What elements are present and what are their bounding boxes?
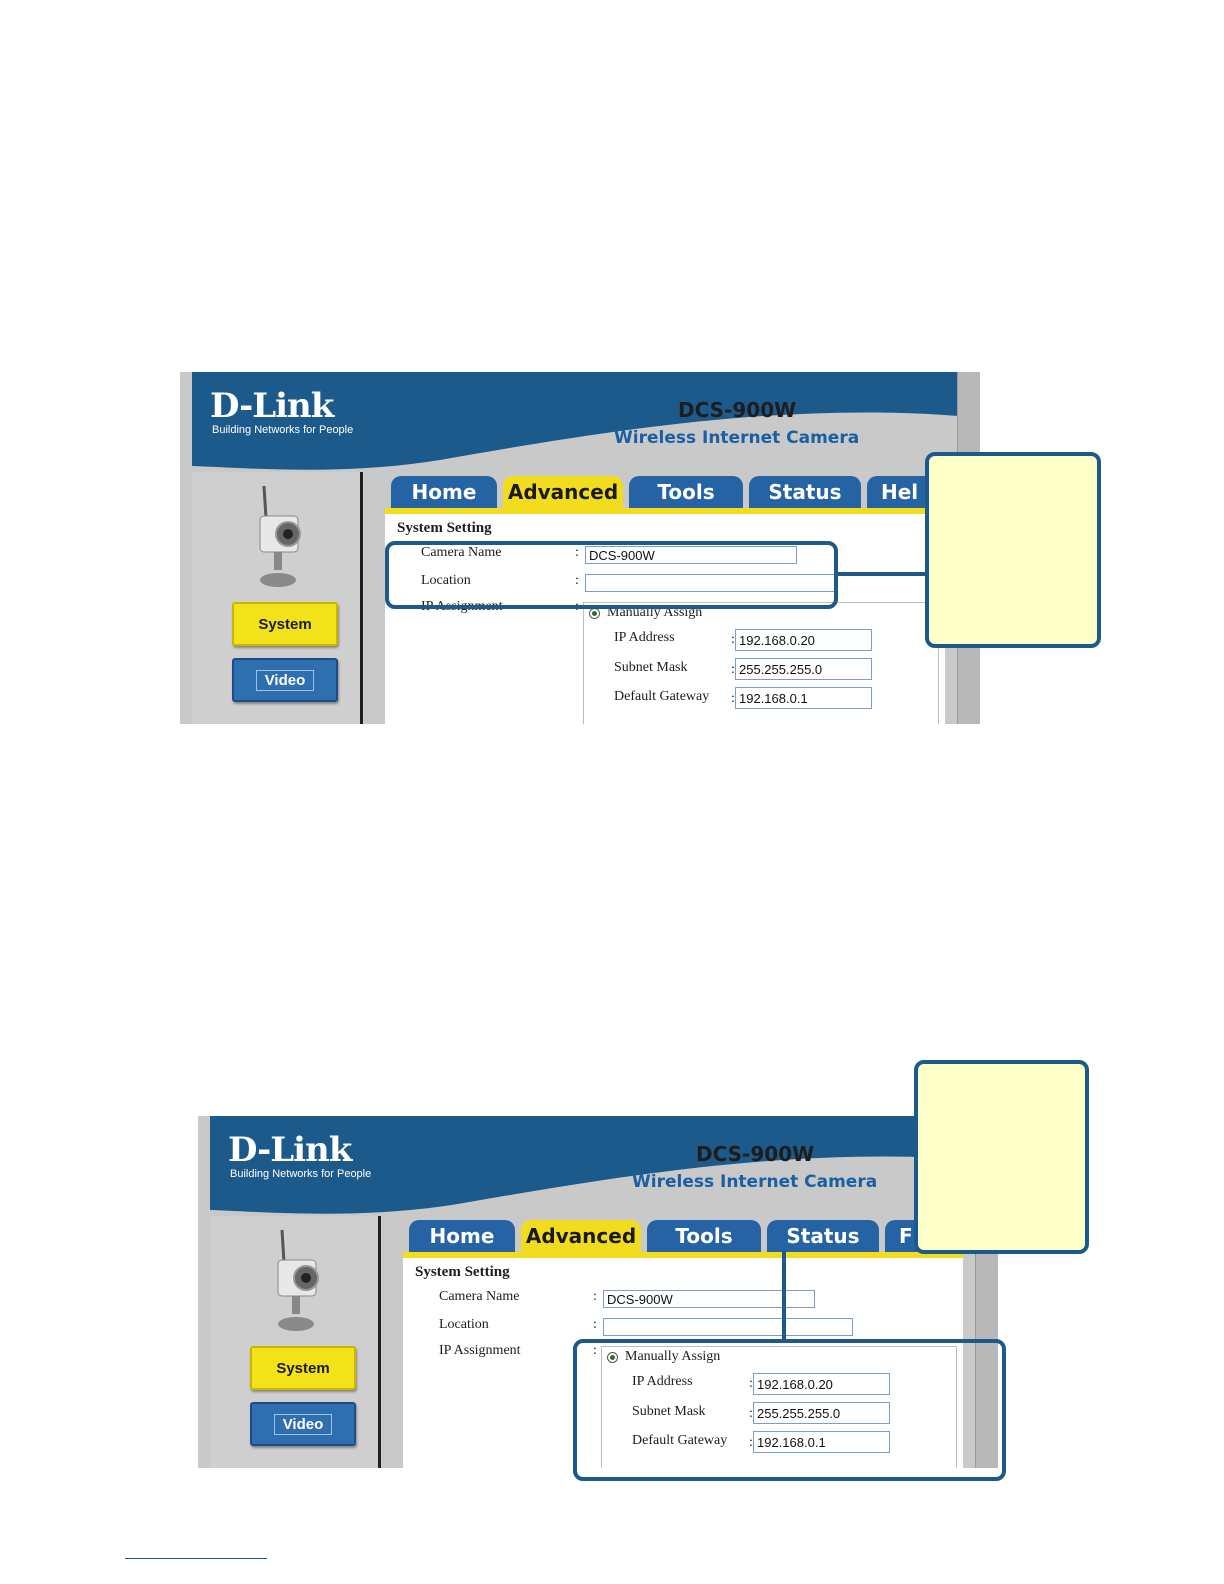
callout-note-box bbox=[925, 452, 1101, 648]
sidebar-divider bbox=[378, 1216, 381, 1468]
colon: : bbox=[593, 1289, 597, 1304]
ip-address-label: IP Address bbox=[632, 1374, 693, 1389]
tab-status[interactable]: Status bbox=[749, 476, 861, 508]
header-banner bbox=[180, 372, 980, 482]
camera-name-input[interactable]: DCS-900W bbox=[603, 1290, 815, 1308]
tab-help[interactable]: Hel bbox=[867, 476, 945, 508]
sidebar-divider bbox=[360, 472, 363, 724]
callout-connector bbox=[836, 572, 928, 576]
video-button[interactable] bbox=[232, 658, 338, 702]
video-button-label: Video bbox=[274, 1414, 333, 1435]
dlink-logo: D-Link bbox=[228, 1130, 352, 1170]
ip-camera-icon bbox=[254, 484, 310, 596]
footer-rule bbox=[125, 1558, 267, 1559]
product-name: Wireless Internet Camera bbox=[632, 1172, 878, 1192]
subnet-mask-input[interactable]: 255.255.255.0 bbox=[753, 1402, 890, 1424]
colon: : bbox=[749, 1406, 753, 1421]
highlight-ip-assignment bbox=[573, 1339, 1006, 1481]
tab-bar bbox=[403, 1216, 963, 1258]
ip-camera-icon bbox=[272, 1228, 328, 1340]
camera-name-label: Camera Name bbox=[439, 1289, 520, 1304]
video-button-label: Video bbox=[256, 670, 315, 691]
default-gateway-label: Default Gateway bbox=[632, 1433, 728, 1448]
model-name: DCS-900W bbox=[696, 1142, 815, 1166]
dlink-logo: D-Link bbox=[210, 386, 334, 426]
manually-assign-label: Manually Assign bbox=[625, 1349, 721, 1364]
sidebar bbox=[210, 1216, 382, 1468]
tab-home[interactable]: Home bbox=[409, 1220, 515, 1252]
sidebar bbox=[192, 472, 364, 724]
colon: : bbox=[749, 1435, 753, 1450]
ip-assignment-label: IP Assignment bbox=[439, 1343, 521, 1358]
tab-help[interactable]: F bbox=[885, 1220, 963, 1252]
camera-name-input[interactable]: DCS-900W bbox=[585, 546, 797, 564]
ip-assignment-label: IP Assignment bbox=[421, 599, 503, 614]
tab-advanced[interactable]: Advanced bbox=[503, 476, 623, 508]
default-gateway-input[interactable]: 192.168.0.1 bbox=[735, 687, 872, 709]
colon: : bbox=[575, 573, 579, 588]
ip-address-label: IP Address bbox=[614, 630, 675, 645]
section-title: System Setting bbox=[397, 520, 492, 536]
colon: : bbox=[593, 1317, 597, 1332]
dlink-tagline: Building Networks for People bbox=[230, 1168, 372, 1180]
location-label: Location bbox=[421, 573, 471, 588]
colon: : bbox=[593, 1343, 597, 1358]
section-title: System Setting bbox=[415, 1264, 510, 1280]
colon: : bbox=[575, 545, 579, 560]
system-button[interactable]: System bbox=[232, 602, 338, 646]
default-gateway-input[interactable]: 192.168.0.1 bbox=[753, 1431, 890, 1453]
subnet-mask-label: Subnet Mask bbox=[632, 1404, 706, 1419]
manually-assign-label: Manually Assign bbox=[607, 605, 703, 620]
highlight-camera-name-location bbox=[385, 541, 838, 609]
tab-status[interactable]: Status bbox=[767, 1220, 879, 1252]
camera-name-label: Camera Name bbox=[421, 545, 502, 560]
dlink-tagline: Building Networks for People bbox=[212, 424, 354, 436]
colon: : bbox=[731, 662, 735, 677]
tab-home[interactable]: Home bbox=[391, 476, 497, 508]
colon: : bbox=[575, 599, 579, 614]
header-banner bbox=[198, 1116, 998, 1226]
ip-address-input[interactable]: 192.168.0.20 bbox=[735, 629, 872, 651]
colon: : bbox=[731, 691, 735, 706]
product-name: Wireless Internet Camera bbox=[614, 428, 860, 448]
tab-tools[interactable]: Tools bbox=[647, 1220, 761, 1252]
subnet-mask-input[interactable]: 255.255.255.0 bbox=[735, 658, 872, 680]
system-button[interactable]: System bbox=[250, 1346, 356, 1390]
callout-connector bbox=[782, 1250, 786, 1341]
subnet-mask-label: Subnet Mask bbox=[614, 660, 688, 675]
location-input[interactable] bbox=[603, 1318, 853, 1336]
colon: : bbox=[749, 1376, 753, 1391]
video-button[interactable] bbox=[250, 1402, 356, 1446]
tab-bar bbox=[385, 472, 945, 514]
radio-selected-icon[interactable] bbox=[589, 608, 600, 619]
tab-tools[interactable]: Tools bbox=[629, 476, 743, 508]
ip-address-input[interactable]: 192.168.0.20 bbox=[753, 1373, 890, 1395]
colon: : bbox=[731, 632, 735, 647]
location-label: Location bbox=[439, 1317, 489, 1332]
default-gateway-label: Default Gateway bbox=[614, 689, 710, 704]
callout-note-box bbox=[914, 1060, 1089, 1254]
model-name: DCS-900W bbox=[678, 398, 797, 422]
tab-advanced[interactable]: Advanced bbox=[521, 1220, 641, 1252]
